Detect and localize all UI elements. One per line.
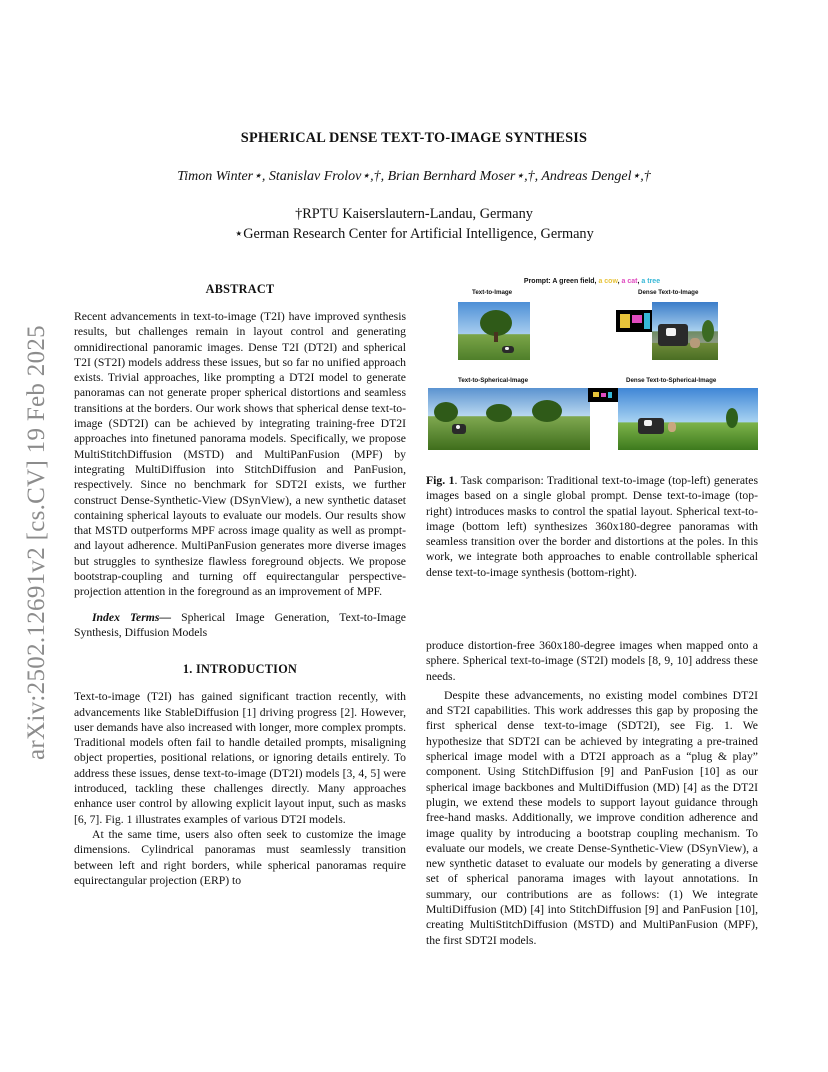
index-terms-text: Spherical Image Generation, Text-to-Image Synthesis, Diffusion Models	[74, 610, 406, 639]
label-dense-text-to-image: Dense Text-to-Image	[638, 289, 699, 296]
abstract-heading: ABSTRACT	[205, 282, 275, 296]
abstract-text: Recent advancements in text-to-image (T2I) have improved synthesis results, but challenges remain in layout control and generating omnidirectional panoramic images. Dense T2I (DT2I) and spherical T2I (ST2I) models address these issues, but so far no unified approach exists. Trivial approaches, like prompting a DT2I model to generate panoramas can not generate proper spherical distortions and seamless transitions at the borders. Our work shows that spherical dense text-to-image (SDT2I) can be achieved by integrating training-free DT2I approaches into finetuned panorama models. Specifically, we propose MultiStitchDiffusion (MSTD) and MultiPanFusion (MPF) by integrating MultiDiffusion into StitchDiffusion and PanFusion, respectively. Since no benchmark for SDT2I exists, we further construct Dense-Synthetic-View (DSynView), a new synthetic dataset containing spherical layouts to evaluate our models. Our results show that MSTD outperforms MPF across image quality as well as prompt- and layout adherence. MultiPanFusion generates more diverse images but struggles to synthesize flawless foreground objects. We propose bootstrap-coupling and turning off equirectangular perspective-projection attention in the foreground as an improvement of MPF.	[74, 310, 406, 599]
introduction-paragraph-2: At the same time, users also often seek to customize the image dimensions. Cylindrical panoramas must seamlessly transition between left and right borders, while spherical panoramas require equirectangular projection (ERP) to	[74, 827, 406, 887]
affiliations	[60, 204, 768, 244]
caption-figure-number: Fig. 1	[426, 474, 455, 487]
author-list: Timon Winter⋆, Stanislav Frolov⋆,†, Brian Bernhard Moser⋆,†, Andreas Dengel⋆,†	[177, 169, 651, 184]
st2i-panorama	[428, 388, 590, 450]
right-paragraph-2: Despite these advancements, no existing model combines DT2I and ST2I capabilities. This work addresses this gap by proposing the first spherical dense text-to-image (SDT2I), see Fig. 1. We hypothesize that SDT2I can be achieved by integrating a pre-trained spherical image model with a DT2I approach as a “plug & play” component. Using StitchDiffusion [9] and PanFusion [10] as our spherical image backbones and MultiDiffusion (MD) [4] as the DT2I plugin, we extend these models to support layout guidance through free-hand masks. Additionally, we improve condition adherence and image quality by introducing a bootstrap coupling mechanism. To evaluate our models, we create Dense-Synthetic-View (DSynView), a new synthetic dataset to evaluate our models by generating a diverse set of spherical panorama images with layout annotations. In summary, our contributions are as follows: (1) We integrate MultiDiffusion (MD) [4] into StitchDiffusion [9] and PanFusion [10], creating MultiStitchDiffusion (MSTD) and MultiPanFusion (MPF), the first SDT2I models.	[426, 688, 758, 947]
dt2i-layout-mask	[616, 310, 652, 332]
prompt-cow: a cow	[598, 278, 618, 285]
t2i-image	[458, 302, 530, 360]
sdt2i-layout-mask	[588, 388, 618, 402]
paper-title: SPHERICAL DENSE TEXT-TO-IMAGE SYNTHESIS	[240, 130, 588, 146]
arxiv-identifier: arXiv:2502.12691v2 [cs.CV] 19 Feb 2025	[23, 325, 50, 760]
label-text-to-spherical-image: Text-to-Spherical-Image	[458, 377, 529, 384]
index-terms-label: Index Terms—	[92, 610, 172, 624]
right-column-text	[426, 638, 758, 948]
caption-text: . Task comparison: Traditional text-to-image (top-left) generates images based on a single global prompt. Dense text-to-image (top-right) introduces masks to control the spatial layout. Spherical text-to-image (bottom left) synthesizes 360x180-degree panoramas with seamless transition over the border and distortions at the poles. In this work, we integrate both approaches to enable controllable spherical dense text-to-image synthesis (bottom-right).	[426, 474, 758, 579]
figure-1	[426, 274, 758, 434]
dt2i-image	[652, 302, 718, 360]
figure-prompt: Prompt: A green field, a cow, a cat, a tree	[523, 278, 661, 285]
affiliation-dfki: ⋆German Research Center for Artificial Intelligence, Germany	[234, 226, 594, 242]
introduction-heading: 1. INTRODUCTION	[182, 662, 298, 677]
sdt2i-panorama	[618, 388, 758, 450]
index-terms	[74, 610, 406, 641]
right-paragraph-1: produce distortion-free 360x180-degree images when mapped onto a sphere. Spherical text-to-image (ST2I) models [8, 9, 10] address these needs.	[426, 639, 758, 683]
left-column	[74, 282, 406, 888]
label-text-to-image: Text-to-Image	[472, 289, 513, 296]
affiliation-rptu: †RPTU Kaiserslautern-Landau, Germany	[295, 206, 533, 222]
introduction-paragraph-1: Text-to-image (T2I) has gained significant traction recently, with advancements like StableDiffusion [1] driving progress [2]. However, user demands have also increased with longer, more complex prompts. Traditional models often fail to handle detailed prompts, misaligning object properties, positional relations, or ignoring details entirely. To address these issues, dense text-to-image (DT2I) models [3, 4, 5] were introduced, tackling these challenges directly. Many approaches enhance user control by allowing explicit layout input, such as masks [6, 7]. Fig. 1 illustrates examples of various DT2I models.	[74, 690, 406, 826]
prompt-cat: a cat	[621, 278, 638, 285]
prompt-tree: a tree	[641, 278, 661, 285]
figure-1-caption	[426, 473, 758, 580]
label-dense-text-to-spherical-image: Dense Text-to-Spherical-Image	[626, 377, 717, 384]
